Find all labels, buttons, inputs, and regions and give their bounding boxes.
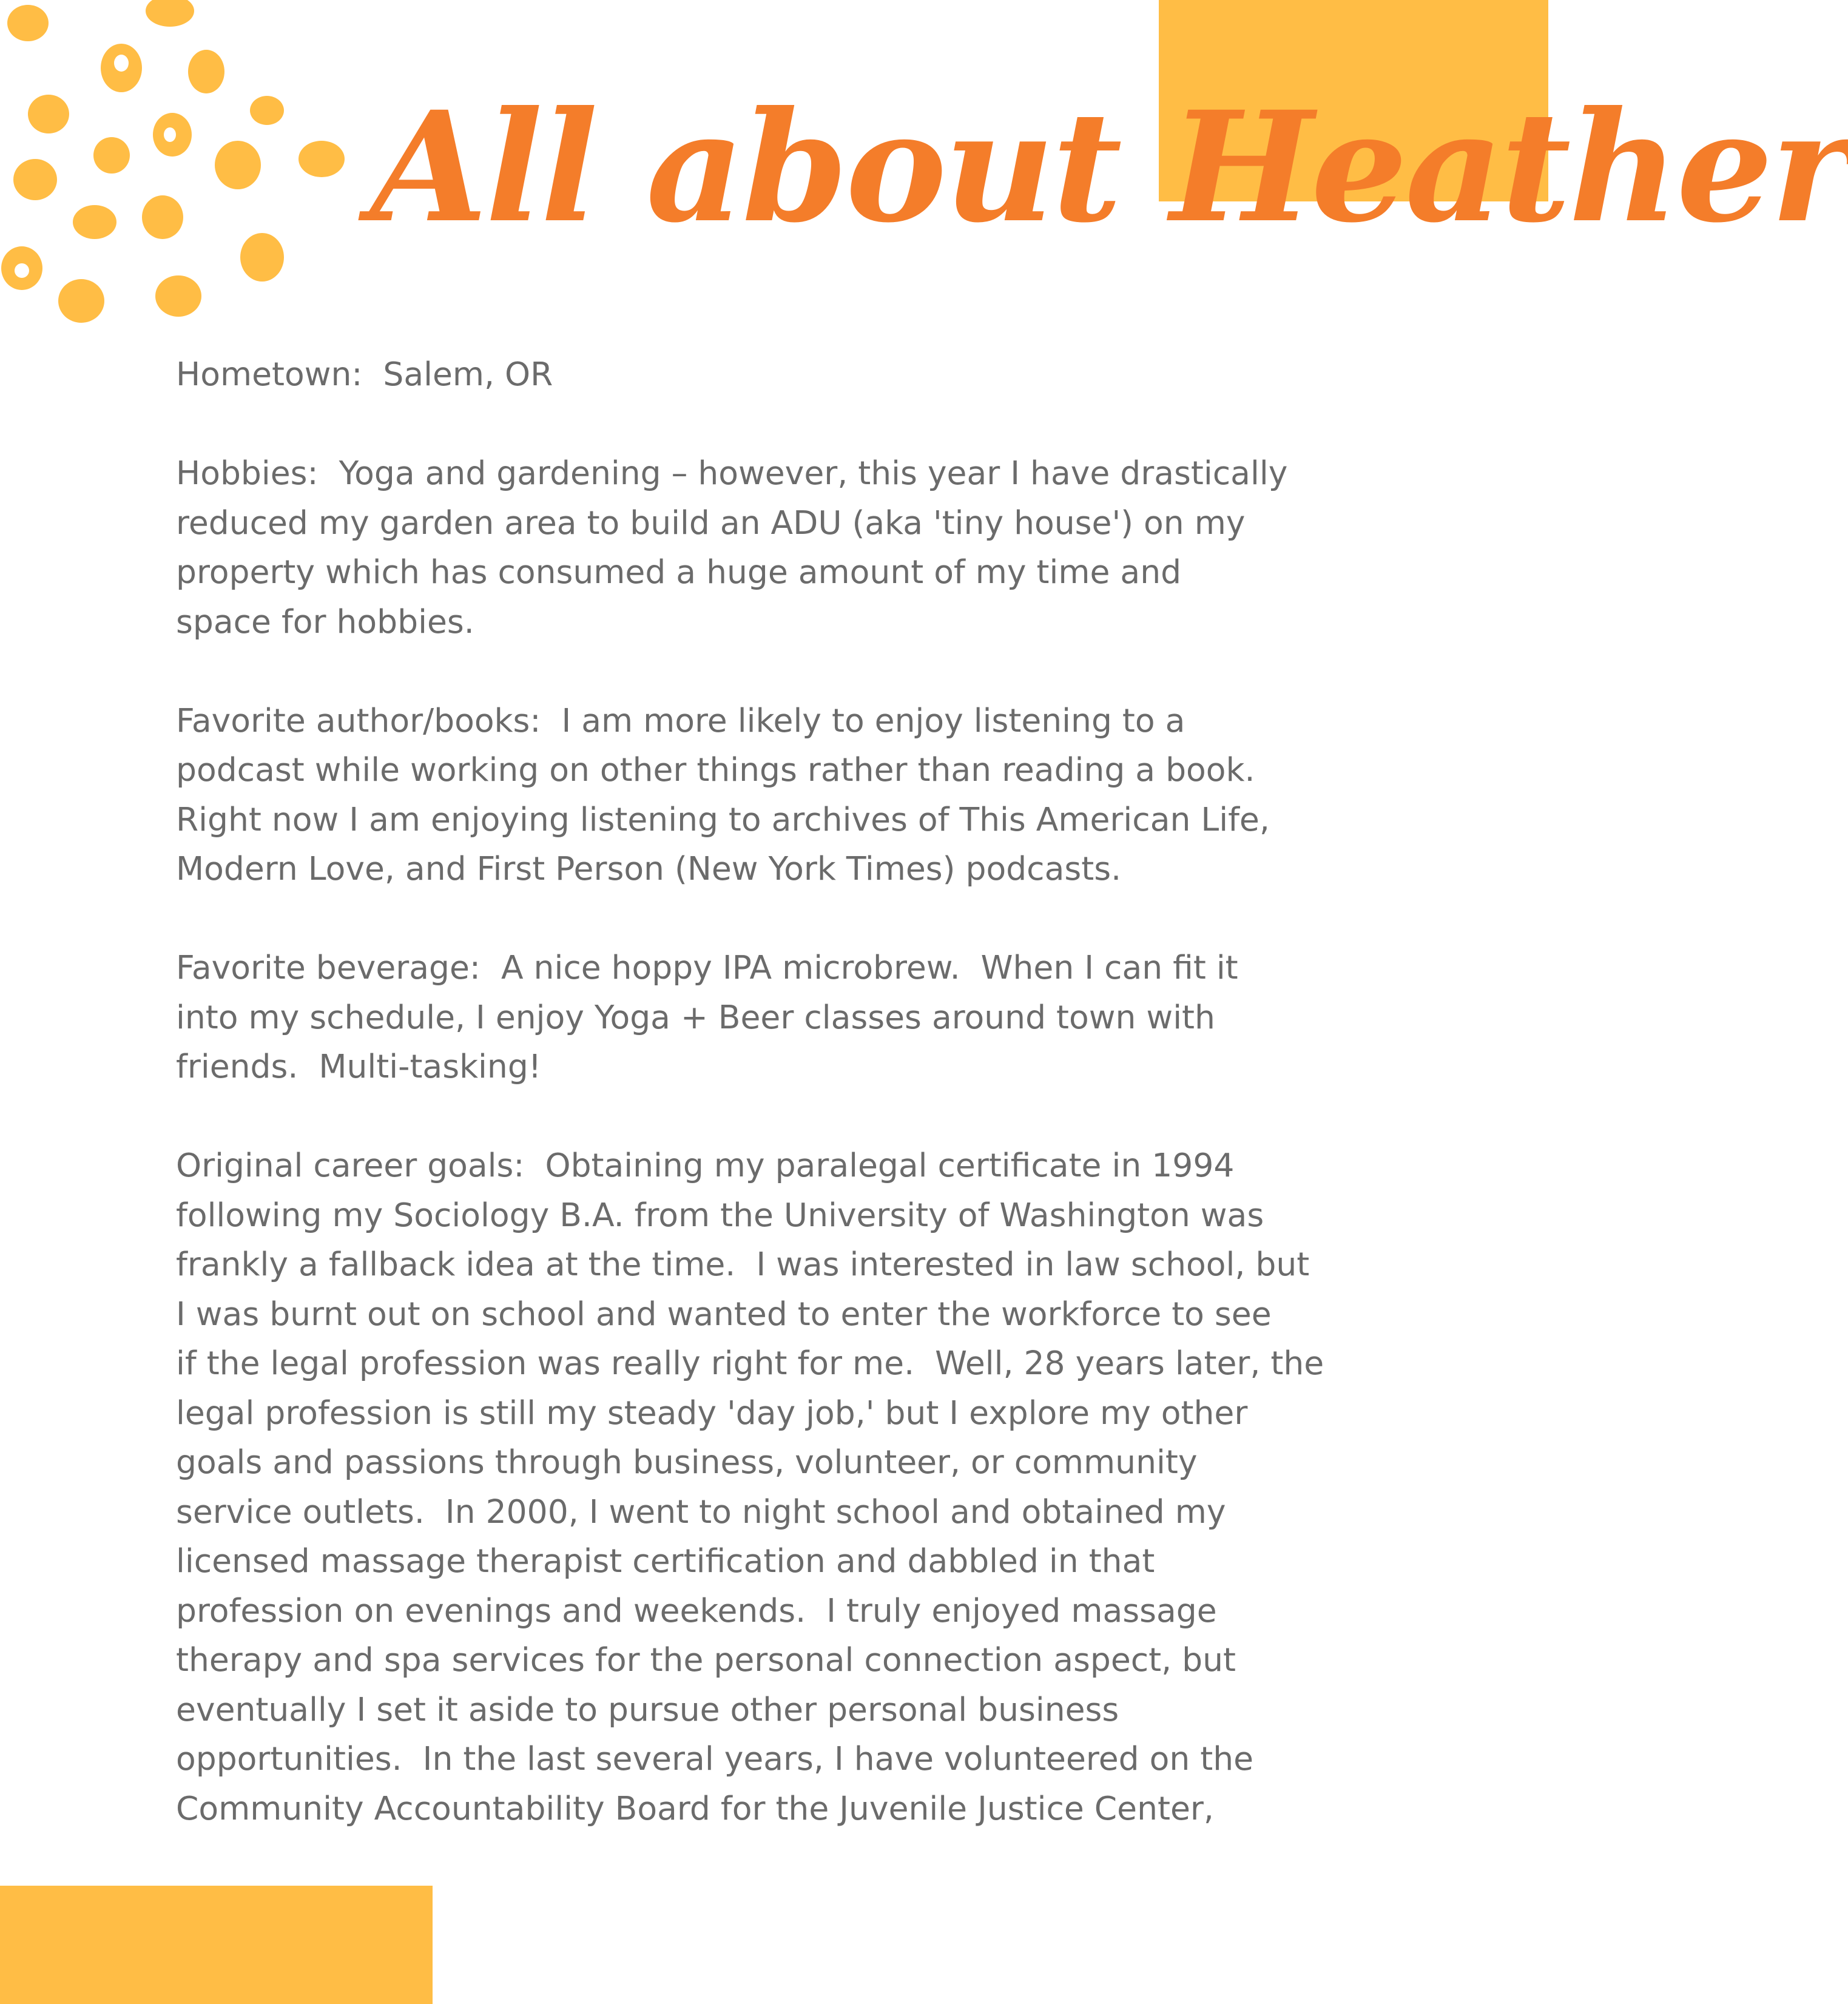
paragraph-hometown: Hometown: Salem, OR — [176, 355, 553, 393]
paragraph-favorite-books: Favorite author/books: I am more likely to enjoy listening to a podcast while working on other things rather than reading a book. Right now I am enjoying listening to archives of This American Life, Modern Love, and First Person (New York Times) podcasts. — [176, 701, 1270, 888]
paragraph-favorite-beverage: Favorite beverage: A nice hoppy IPA microbrew. When I can fit it into my schedule, I enjoy Yoga + Beer classes around town with friends. Multi-tasking! — [176, 948, 1238, 1085]
profile-body — [176, 349, 1401, 1833]
paragraph-hobbies: Hobbies: Yoga and gardening – however, this year I have drastically reduced my garden area to build an ADU (aka 'tiny house') on my property which has consumed a huge amount of my time and space for hobbies. — [176, 454, 1288, 641]
decorative-bottom-left-block — [0, 1886, 433, 2004]
decorative-dots — [0, 0, 364, 340]
page-title: All about Heather — [370, 78, 1848, 256]
paragraph-career-goals: Original career goals: Obtaining my paralegal certificate in 1994 following my Sociology B.A. from the University of Washington was frankly a fallback idea at the time. I was interested in law school, but I was burnt out on school and wanted to enter the workforce to see if the legal profession was really right for me. Well, 28 years later, the legal profession is still my steady 'day job,' but I explore my other goals and passions through business, volunteer, or community service outlets. In 2000, I went to night school and obtained my licensed massage therapist certification and dabbled in that profession on evenings and weekends. I truly enjoyed massage therapy and spa services for the personal connection aspect, but eventually I set it aside to pursue other personal business opportunities. In the last several years, I have volunteered on the Community Accountability Board for the Juvenile Justice Center, — [176, 1146, 1324, 1827]
